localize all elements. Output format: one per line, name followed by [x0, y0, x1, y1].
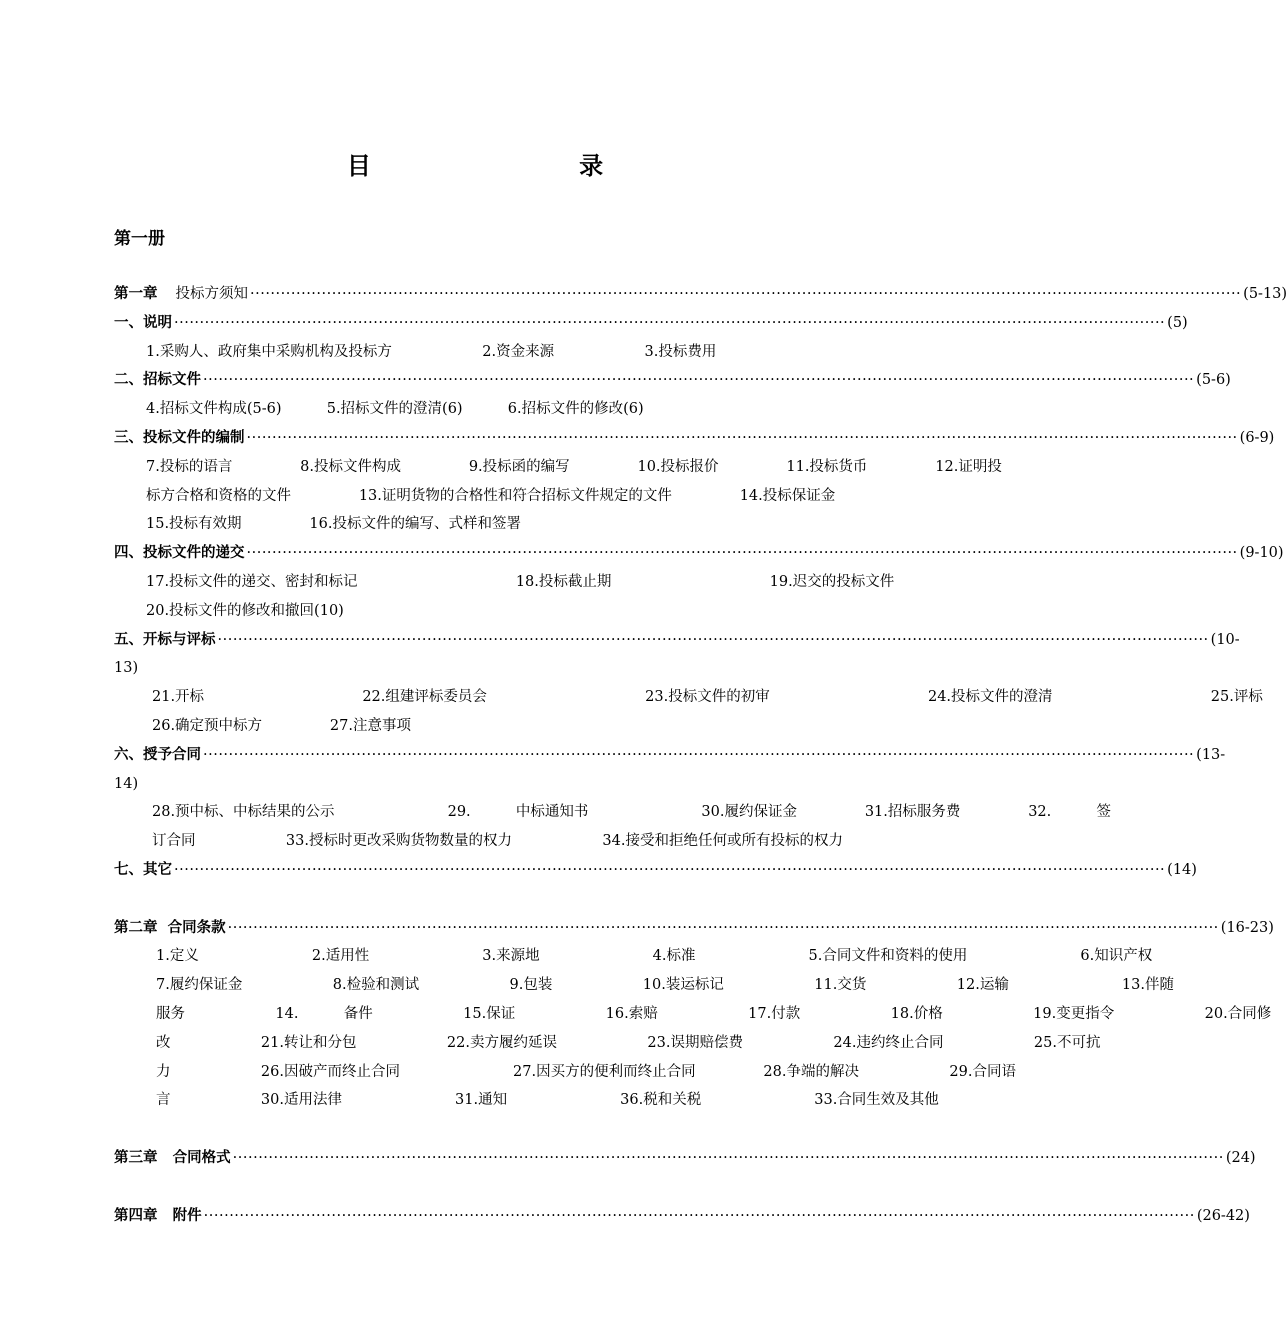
section-items: 20.投标文件的修改和撤回(10) — [146, 602, 344, 619]
chapter-label: 第四章 附件 — [114, 1207, 202, 1224]
section-items: 1.定义 2.适用性 3.来源地 4.标准 5.合同文件和资料的使用 6.知识产权 — [156, 948, 1153, 965]
dot-leader — [174, 856, 1165, 885]
page-ref: (24) — [1225, 1149, 1256, 1166]
dot-leader — [228, 914, 1219, 943]
page-ref-continued: 14) — [114, 775, 139, 792]
section-items: 力 26.因破产而终止合同 27.因买方的便利而终止合同 28.争端的解决 29.合同语 — [156, 1063, 1016, 1080]
volume-heading: 第一册 — [114, 229, 165, 249]
page-title: 目 录 — [346, 152, 704, 180]
section-label: 二、招标文件 — [114, 372, 201, 389]
toc-chapter-4[interactable] — [114, 1202, 1250, 1231]
chapter-label: 第二章 合同条款 — [114, 919, 226, 936]
page-ref: (9-10) — [1239, 545, 1284, 562]
page-ref: (5-6) — [1196, 372, 1231, 389]
toc-section-3[interactable] — [114, 424, 1275, 453]
toc-chapter-3[interactable] — [114, 1144, 1256, 1173]
dot-leader — [203, 366, 1194, 395]
section-items: 15.投标有效期 16.投标文件的编写、式样和签署 — [146, 516, 521, 533]
page-ref: (5) — [1167, 314, 1188, 331]
toc-section-1[interactable] — [114, 309, 1188, 338]
dot-leader — [250, 280, 1241, 309]
section-items: 言 30.适用法律 31.通知 36.税和关税 33.合同生效及其他 — [156, 1092, 939, 1109]
page-ref: (16-23) — [1220, 919, 1274, 936]
section-label: 七、其它 — [114, 861, 172, 878]
toc-section-6[interactable] — [114, 741, 1226, 770]
toc-chapter-1[interactable] — [114, 280, 1287, 309]
spacer — [114, 1115, 838, 1144]
section-items: 17.投标文件的递交、密封和标记 18.投标截止期 19.迟交的投标文件 — [146, 573, 895, 590]
dot-leader — [204, 1202, 1195, 1231]
section-items: 4.招标文件构成(5-6) 5.招标文件的澄清(6) 6.招标文件的修改(6) — [146, 401, 644, 418]
section-label: 三、投标文件的编制 — [114, 429, 245, 446]
section-items: 7.投标的语言 8.投标文件构成 9.投标函的编写 10.投标报价 11.投标货币 12.证明投 — [146, 458, 1002, 475]
section-label: 一、说明 — [114, 314, 172, 331]
toc-section-5[interactable] — [114, 626, 1240, 655]
page-ref: (10- — [1210, 631, 1240, 648]
dot-leader — [218, 626, 1209, 655]
page-ref: (14) — [1167, 861, 1197, 878]
dot-leader — [233, 1144, 1224, 1173]
section-items: 26.确定预中标方 27.注意事项 — [152, 717, 411, 734]
page-ref: (13- — [1196, 746, 1226, 763]
spacer — [114, 1173, 838, 1202]
toc-section-2[interactable] — [114, 366, 1231, 395]
page-ref: (5-13) — [1243, 286, 1287, 302]
section-items: 标方合格和资格的文件 13.证明货物的合格性和符合招标文件规定的文件 14.投标保证金 — [146, 487, 836, 504]
section-label: 六、授予合同 — [114, 746, 201, 763]
section-label: 四、投标文件的递交 — [114, 545, 245, 562]
dot-leader — [247, 424, 1238, 453]
section-items: 服务 14. 备件 15.保证 16.索赔 17.付款 18.价格 19.变更指令 20.合同修 — [156, 1005, 1272, 1022]
table-of-contents — [114, 280, 1287, 1230]
page-ref: (6-9) — [1239, 429, 1275, 446]
spacer — [114, 885, 838, 914]
dot-leader — [247, 539, 1238, 568]
section-items: 28.预中标、中标结果的公示 29. 中标通知书 30.履约保证金 31.招标服务费 32. 签 — [152, 804, 1111, 821]
chapter-name: 投标方须知 — [175, 286, 248, 302]
toc-section-7[interactable] — [114, 856, 1197, 885]
chapter-label: 第一章 — [114, 286, 158, 302]
dot-leader — [174, 309, 1165, 338]
dot-leader — [203, 741, 1194, 770]
toc-section-4[interactable] — [114, 539, 1284, 568]
page-ref-continued: 13) — [114, 660, 139, 677]
section-items: 1.采购人、政府集中采购机构及投标方 2.资金来源 3.投标费用 — [146, 343, 717, 360]
toc-chapter-2[interactable] — [114, 914, 1274, 943]
section-items: 改 21.转让和分包 22.卖方履约延误 23.误期赔偿费 24.违约终止合同 25.不可抗 — [156, 1034, 1101, 1051]
page-ref: (26-42) — [1196, 1207, 1250, 1224]
section-items: 订合同 33.授标时更改采购货物数量的权力 34.接受和拒绝任何或所有投标的权力 — [152, 833, 843, 850]
section-items: 7.履约保证金 8.检验和测试 9.包装 10.装运标记 11.交货 12.运输 13.伴随 — [156, 977, 1174, 994]
section-label: 五、开标与评标 — [114, 631, 216, 648]
section-items: 21.开标 22.组建评标委员会 23.投标文件的初审 24.投标文件的澄清 25.评标 — [152, 689, 1263, 706]
chapter-label: 第三章 合同格式 — [114, 1149, 231, 1166]
